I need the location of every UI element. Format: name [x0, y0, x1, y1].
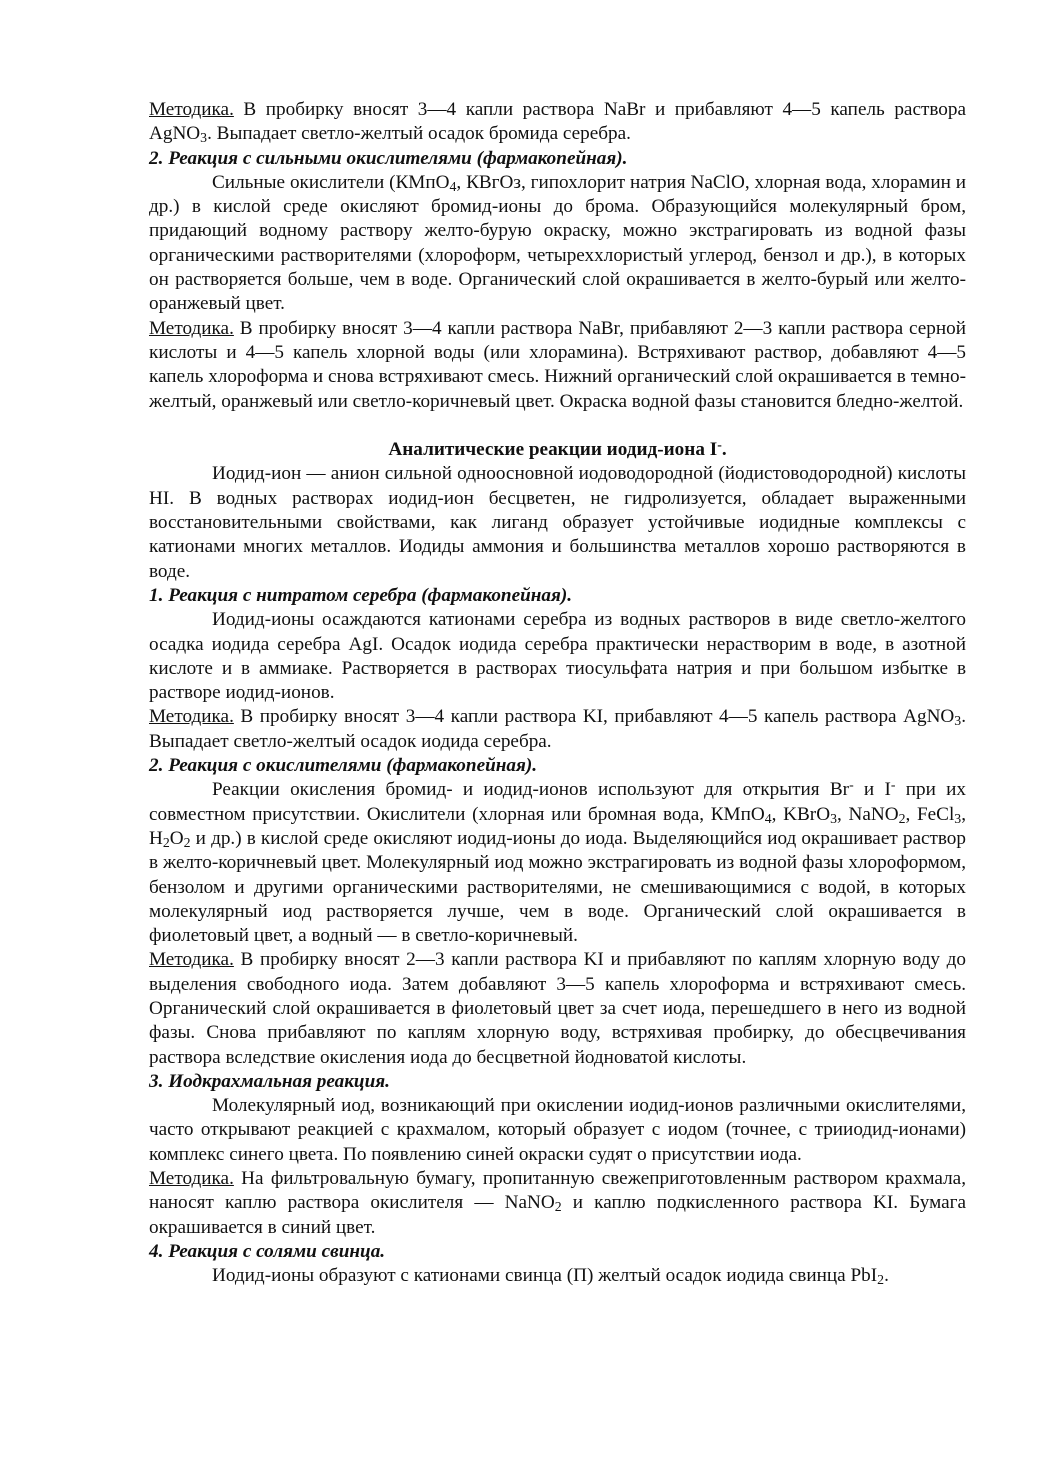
iodide-heading-3: 3. Иодкрахмальная реакция.	[149, 1070, 390, 1092]
iodide-paragraph-3: Молекулярный иод, возникающий при окислении иодид-ионов различными окислителями, часто открывают реакцией с крахмалом, который образует с иодом (точнее, с трииодид-ионами) комплекс синего цвета. По появлению синей окраски судят о присутствии иода.	[149, 1095, 966, 1165]
method-label: Методика.	[149, 317, 234, 339]
iodide-heading-1: 1. Реакция с нитратом серебра (фармакопейная).	[149, 584, 573, 606]
bromide-paragraph-2: Сильные окислители (КМпО$_4$, КВгОз, гипохлорит натрия NaClO, хлорная вода, хлорамин и др.) в кислой среде окисляют бромид-ионы до брома. Образующийся молекулярный бром, придающий водному раствору желто-бурую окраску, можно экстрагировать из водной фазы органическими растворителями (хлороформ, четыреххлористый углерод, бензол и др.), в которых он растворяется больше, чем в воде. Органический слой окрашивается в желто-бурый или желто-оранжевый цвет.	[149, 171, 966, 315]
iodide-method-3: Методика. На фильтровальную бумагу, пропитанную свежеприготовленным раствором крахмала, наносят каплю раствора окислителя — NaNO$_2$ и каплю подкисленного раствора KI. Бумага окрашивается в синий цвет.	[149, 1168, 967, 1238]
iodide-paragraph-4: Иодид-ионы образуют с катионами свинца (П) желтый осадок иодида свинца PbI$_2$.	[212, 1265, 889, 1288]
bromide-heading-2: 2. Реакция с сильными окислителями (фармакопейная).	[149, 147, 628, 169]
iodide-heading-2: 2. Реакция с окислителями (фармакопейная).	[149, 755, 538, 777]
document-page	[149, 98, 966, 1289]
iodide-section-title: Аналитические реакции иодид-иона I-.	[388, 436, 727, 461]
bromide-method-2: Методика. В пробирку вносят 3—4 капли раствора NaBr, прибавляют 2—3 капли раствора серной кислоты и 4—5 капель хлорной воды (или хлорамина). Встряхивают раствор, добавляют 4—5 капель хлороформа и снова встряхивают смесь. Нижний органический слой окрашивается в темно-желтый, оранжевый или светло-коричневый цвет. Окраска водной фазы становится бледно-желтой.	[149, 317, 966, 412]
section-gap	[149, 414, 966, 438]
bromide-method-1: Методика. В пробирку вносят 3—4 капли раствора NaBr и прибавляют 4—5 капель раствора AgNO$_3$. Выпадает светло-желтый осадок бромида серебра.	[149, 99, 966, 146]
iodide-paragraph-2: Реакции окисления бромид- и иодид-ионов используют для открытия Br- и I- при их совместном присутствии. Окислители (хлорная или бромная вода, КМпО$_4$, KBrO$_3$, NaNO$_2$, FeCl$_3$, $H_2O_2$ и др.) в кислой среде окисляют иодид-ионы до иода. Выделяющийся иод окрашивает раствор в желто-коричневый цвет. Молекулярный иод можно экстрагировать из водной фазы хлороформом, бензолом и другими органическими растворителями, не смешивающимися с водой, в которых молекулярный иод растворяется лучше, чем в воде. Органический слой окрашивается в фиолетовый цвет, а водный — в светло-коричневый.	[149, 777, 966, 947]
iodide-method-2: Методика. В пробирку вносят 2—3 капли раствора KI и прибавляют по каплям хлорную воду до выделения свободного иода. Затем добавляют 3—5 капель хлороформа и встряхивают смесь. Органический слой окрашивается в фиолетовый цвет за счет иода, перешедшего в него из водной фазы. Снова прибавляют по каплям хлорную воду, встряхивая пробирку, до обесцвечивания раствора вследствие окисления иода до бесцветной йодноватой кислоты.	[149, 949, 966, 1068]
iodide-method-1: Методика. В пробирку вносят 3—4 капли раствора KI, прибавляют 4—5 капель раствора AgNO$_3$. Выпадает светло-желтый осадок иодида серебра.	[149, 706, 966, 752]
method-label: Методика.	[149, 99, 234, 120]
iodide-heading-4: 4. Реакция с солями свинца.	[149, 1240, 386, 1262]
iodide-paragraph-1: Иодид-ионы осаждаются катионами серебра из водных растворов в виде светло-желтого осадка иодида серебра AgI. Осадок иодида серебра практически нерастворим в воде, в азотной кислоте и в аммиаке. Растворяется в растворах тиосульфата натрия и при большом избытке в растворе иодид-ионов.	[149, 609, 966, 704]
iodide-intro: Иодид-ион — анион сильной одноосновной иодоводородной (йодистоводородной) кислоты HI. В водных растворах иодид-ион бесцветен, не гидролизуется, обладает выраженными восстановительными свойствами, как лиганд образует устойчивые иодидные комплексы с катионами многих металлов. Иодиды аммония и большинства металлов хорошо растворяются в воде.	[149, 463, 966, 582]
method-label: Методика.	[149, 949, 234, 971]
method-label: Методика.	[149, 706, 234, 728]
method-label: Методика.	[149, 1168, 234, 1190]
